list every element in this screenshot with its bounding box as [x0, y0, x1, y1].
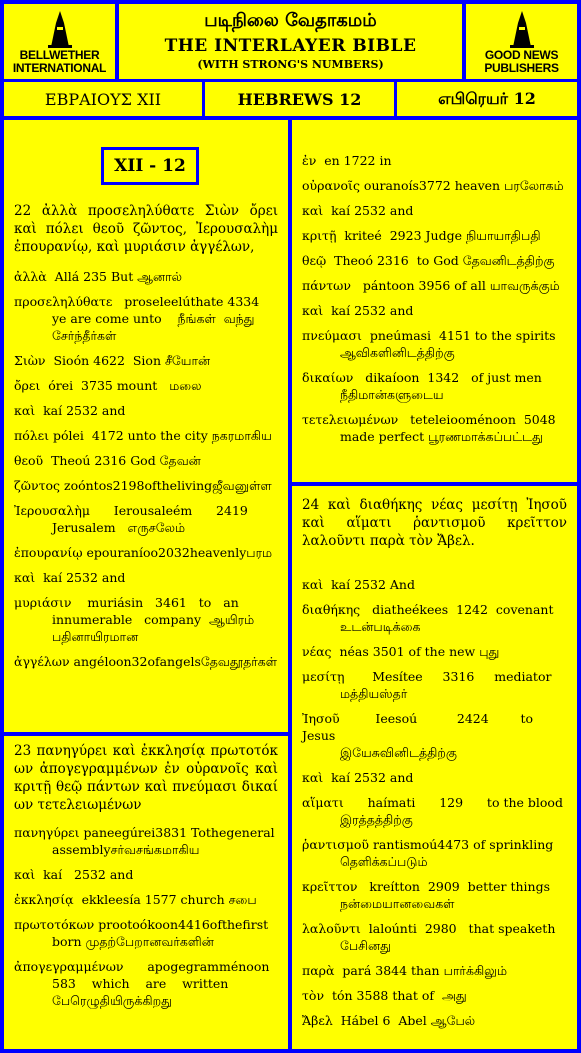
title-main: THE INTERLAYER BIBLE [164, 36, 417, 56]
word-entry-line1: ὄρει órei 3735 mount மலை [14, 378, 202, 393]
word-entry-line1: τετελειωμένων teteleiooménoon 5048 [302, 412, 556, 427]
book-greek [4, 82, 202, 116]
word-entry [14, 544, 278, 561]
word-entry [302, 227, 567, 244]
word-entry [302, 411, 567, 445]
word-entry-line1: πανηγύρει paneegúrei3831 Tothegeneral [14, 825, 275, 840]
word-entry [302, 794, 567, 828]
word-entry-line2: நீதிமான்களுடைய [340, 387, 444, 402]
word-entry-line1: προσεληλύθατε proseleelúthate 4334 [14, 294, 260, 309]
word-entry [14, 293, 278, 344]
word-entry-line2: உடன்படிக்கை [340, 619, 421, 634]
verse-23-cont-entries [302, 152, 567, 445]
word-entry [14, 377, 278, 394]
word-entry-line1: καὶ kaí 2532 and [14, 403, 126, 418]
tower-icon [507, 9, 537, 49]
word-entry-line1: ἐν en 1722 in [302, 153, 392, 168]
word-entry [302, 152, 567, 169]
word-entry [14, 402, 278, 419]
word-entry-line1: πνεύμασι pneúmasi 4151 to the spirits [302, 328, 556, 343]
word-entry [14, 916, 278, 950]
word-entry [302, 369, 567, 403]
word-entry-line2: இயேசுவினிடத்திற்கு [340, 745, 457, 760]
tower-icon [45, 9, 75, 49]
word-entry [302, 987, 567, 1004]
word-entry [14, 268, 278, 285]
word-entry-line1: ῥαντισμοῦ rantismoú4473 of sprinkling [302, 837, 554, 852]
word-entry-line1: τὸν tón 3588 that of அது [302, 988, 467, 1003]
word-entry-line1: ἀπογεγραμμένων apogegramménoon [14, 959, 270, 974]
word-entry-line1: αἵματι haímati 129 to the blood [302, 795, 563, 810]
word-entry [302, 668, 567, 702]
word-entry [14, 824, 278, 858]
word-entry [302, 710, 567, 761]
verse-22-panel [4, 120, 288, 732]
word-entry-line1: καὶ kaí 2532 and [302, 770, 414, 785]
book-english-label: HEBREWS 12 [237, 89, 362, 109]
word-entry-line1: οὐρανοῖς ouranoís3772 heaven பரலோகம் [302, 178, 564, 193]
verse-23-entries [14, 824, 278, 1009]
verse-22-entries [14, 268, 278, 670]
bellwether-logo [4, 4, 115, 79]
word-entry-line2: ye are come unto நீங்கள் வந்து சேர்ந்தீர்கள் [52, 311, 259, 343]
word-entry-line1: μυριάσιν muriásin 3461 to an [14, 595, 239, 610]
word-entry-line1: ἀγγέλων angéloon32ofangelsதேவதூதர்கள் [14, 654, 278, 669]
word-entry-line1: μεσίτῃ Mesítee 3316 mediator [302, 669, 552, 684]
word-entry-line1: πρωτοτόκων prootoókoon4416ofthefirst [14, 917, 269, 932]
verse-24-panel [292, 486, 577, 1049]
word-entry [14, 569, 278, 586]
verse-23-text: 23 πανηγύρει καὶ ἐκκλησίᾳ πρωτοτόκων ἀπογεγραμμένων ἐν οὐρανοῖς καὶ κριτῇ θεῷ πάντων καὶ πνεύμασι δικαίων τετελειωμένων [14, 743, 278, 813]
word-entry-line1: Ἰησοῦ Ieesoú 2424 to Jesus [302, 711, 538, 743]
word-entry [302, 277, 567, 294]
word-entry [14, 653, 278, 670]
word-entry-line1: καὶ kaí 2532 and [14, 570, 126, 585]
logo-right-line1: GOOD NEWS [484, 47, 559, 62]
word-entry [302, 252, 567, 269]
word-entry [302, 202, 567, 219]
chapter-box: XII - 12 [101, 147, 199, 185]
word-entry [14, 866, 278, 883]
word-entry-line2: இரத்தத்திற்கு [340, 812, 413, 827]
word-entry-line2: 583 which are written பேரெழுதியிருக்கிறது [52, 976, 233, 1008]
word-entry [302, 920, 567, 954]
title-sub: (WITH STRONG'S NUMBERS) [197, 58, 384, 71]
word-entry-line1: καὶ kaí 2532 and [14, 867, 134, 882]
word-entry [302, 302, 567, 319]
word-entry-line1: Ἄβελ Hábel 6 Abel ஆபேல் [302, 1013, 476, 1028]
word-entry-line1: νέας néas 3501 of the new புது [302, 644, 500, 659]
word-entry [302, 1012, 567, 1029]
word-entry [14, 352, 278, 369]
title-box [119, 4, 462, 79]
word-entry [302, 769, 567, 786]
word-entry-line1: διαθήκης diatheékees 1242 covenant [302, 602, 554, 617]
word-entry-line2: நன்மையானவைகள் [340, 896, 455, 911]
word-entry-line1: παρὰ pará 3844 than பார்க்கிலும் [302, 963, 508, 978]
word-entry [14, 452, 278, 469]
word-entry-line1: κρεῖττον kreítton 2909 better things [302, 879, 551, 894]
logo-right-line2: PUBLISHERS [484, 60, 559, 75]
word-entry-line1: πόλει pólei 4172 unto the city நகரமாகிய [14, 428, 272, 443]
word-entry [14, 594, 278, 645]
word-entry-line2: மத்தியஸ்தர் [340, 686, 408, 701]
word-entry-line1: Σιὼν Sioón 4622 Sion சீயோன் [14, 353, 211, 368]
book-english [205, 82, 394, 116]
word-entry-line2: ஆவிகளினிடத்திற்கு [340, 345, 455, 360]
word-entry [302, 643, 567, 660]
word-entry-line2: பேசினது [340, 938, 391, 953]
verse-22-text: 22 ἀλλὰ προσεληλύθατε Σιὼν ὄρει καὶ πόλει θεοῦ ζῶντος, Ἰερουσαλὴμ ἐπουρανίῳ, καὶ μυριάσιν ἀγγέλων, [14, 203, 278, 255]
word-entry-line2: made perfect பூரணமாக்கப்பட்டது [340, 429, 543, 444]
title-tamil: படிநிலை வேதாகமம் [204, 10, 377, 31]
book-greek-label: ΕΒΡΑΙΟΥΣ XII [44, 89, 162, 109]
word-entry-line1: ἀλλὰ Allá 235 But ஆனால் [14, 269, 183, 284]
word-entry-line1: Ἰερουσαλὴμ Ierousaleém 2419 [14, 503, 248, 518]
word-entry-line2: தெளிக்கப்படும் [340, 854, 428, 869]
word-entry [14, 477, 278, 494]
word-entry [14, 891, 278, 908]
word-entry [302, 836, 567, 870]
book-tamil [397, 82, 577, 116]
word-entry-line2: born முதற்பேறானவர்களின் [52, 934, 214, 949]
word-entry [302, 177, 567, 194]
verse-24-text: 24 καὶ διαθήκης νέας μεσίτῃ Ἰησοῦ καὶ αἵματι ῥαντισμοῦ κρεῖττον λαλοῦντι παρὰ τὸν Ἄβελ. [302, 497, 567, 549]
word-entry [302, 962, 567, 979]
word-entry-line1: ἐπουρανίῳ epouraníoo2032heavenlyபரம [14, 545, 273, 560]
word-entry-line1: πάντων pántoon 3956 of all யாவருக்கும் [302, 278, 560, 293]
word-entry [302, 878, 567, 912]
word-entry-line2: assemblyசர்வசங்கமாகிய [52, 842, 200, 857]
word-entry-line1: ἐκκλησίᾳ ekkleesía 1577 church சபை [14, 892, 257, 907]
good-news-logo [466, 4, 577, 79]
word-entry-line1: καὶ kaí 2532 and [302, 303, 414, 318]
word-entry-line2: innumerable company ஆயிரம் பதினாயிரமான [52, 612, 259, 644]
word-entry [14, 427, 278, 444]
word-entry-line1: λαλοῦντι laloúnti 2980 that speaketh [302, 921, 556, 936]
word-entry [302, 576, 567, 593]
word-entry-line1: δικαίων dikaíoon 1342 of just men [302, 370, 542, 385]
verse-23-cont-panel [292, 120, 577, 482]
verse-24-entries [302, 576, 567, 1029]
word-entry [302, 601, 567, 635]
word-entry [14, 502, 278, 536]
word-entry-line1: ζῶντος zoóntos2198ofthelivingஜீவனுள்ள [14, 478, 272, 493]
word-entry-line1: καὶ kaí 2532 and [302, 203, 414, 218]
word-entry-line1: θεῷ Theoó 2316 to God தேவனிடத்திற்கு [302, 253, 555, 268]
word-entry [14, 958, 278, 1009]
word-entry-line2: Jerusalem எருசலேம் [52, 520, 186, 535]
word-entry-line1: κριτῇ kriteé 2923 Judge நியாயாதிபதி [302, 228, 541, 243]
word-entry-line1: καὶ kaí 2532 And [302, 577, 415, 592]
logo-left-line1: BELLWETHER [19, 47, 100, 62]
word-entry-line1: θεοῦ Theoú 2316 God தேவன் [14, 453, 201, 468]
logo-left-line2: INTERNATIONAL [12, 60, 107, 75]
word-entry [302, 327, 567, 361]
book-tamil-label: எபிரெயர் 12 [438, 88, 536, 108]
verse-23-panel [4, 736, 288, 1049]
